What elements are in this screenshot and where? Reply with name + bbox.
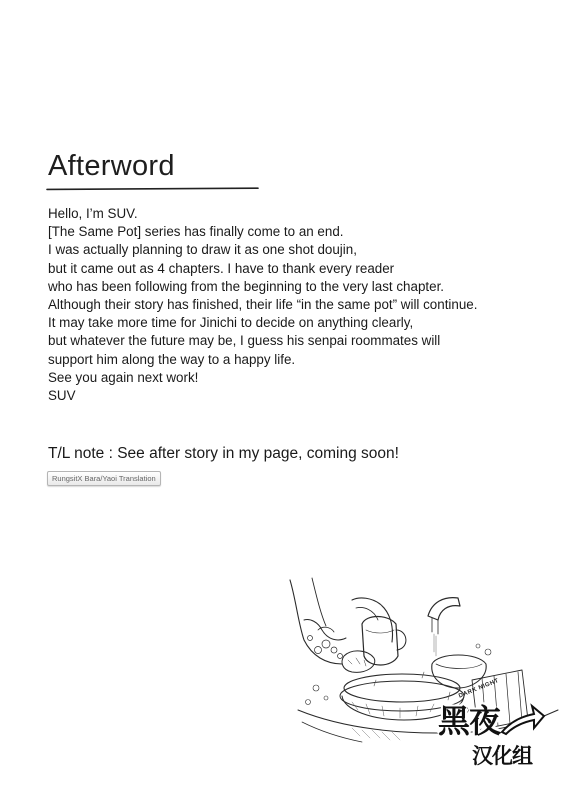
body-line: support him along the way to a happy life. <box>48 351 296 367</box>
body-line: but it came out as 4 chapters. I have to thank every reader <box>48 260 395 276</box>
body-line: who has been following from the beginning to the very last chapter. <box>48 278 445 294</box>
title-underline <box>46 186 260 192</box>
body-line: It may take more time for Jinichi to decide on anything clearly, <box>48 315 414 331</box>
watermark-line-1: 黑夜 <box>438 702 501 740</box>
body-line: but whatever the future may be, I guess his senpai roommates will <box>48 333 441 349</box>
translator-note: T/L note : See after story in my page, coming soon! <box>48 445 399 462</box>
translator-credit-tag: RungsitX Bara/Yaoi Translation <box>47 471 161 486</box>
watermark-line-2: 汉化组 <box>472 744 532 768</box>
body-line: SUV <box>48 388 76 404</box>
body-line: Hello, I’m SUV. <box>48 206 138 221</box>
body-line: [The Same Pot] series has finally come to an end. <box>48 224 344 240</box>
arrow-icon <box>500 702 546 736</box>
watermark-ribbon-text: DARK NIGHT <box>458 678 500 700</box>
body-line: Although their story has finished, their life “in the same pot” will continue. <box>48 297 478 313</box>
body-line: I was actually planning to draw it as one shot doujin, <box>48 242 357 258</box>
body-line: See you again next work! <box>48 369 199 385</box>
page-title: Afterword <box>48 150 175 182</box>
translation-group-watermark <box>432 678 552 794</box>
afterword-body <box>48 205 548 405</box>
